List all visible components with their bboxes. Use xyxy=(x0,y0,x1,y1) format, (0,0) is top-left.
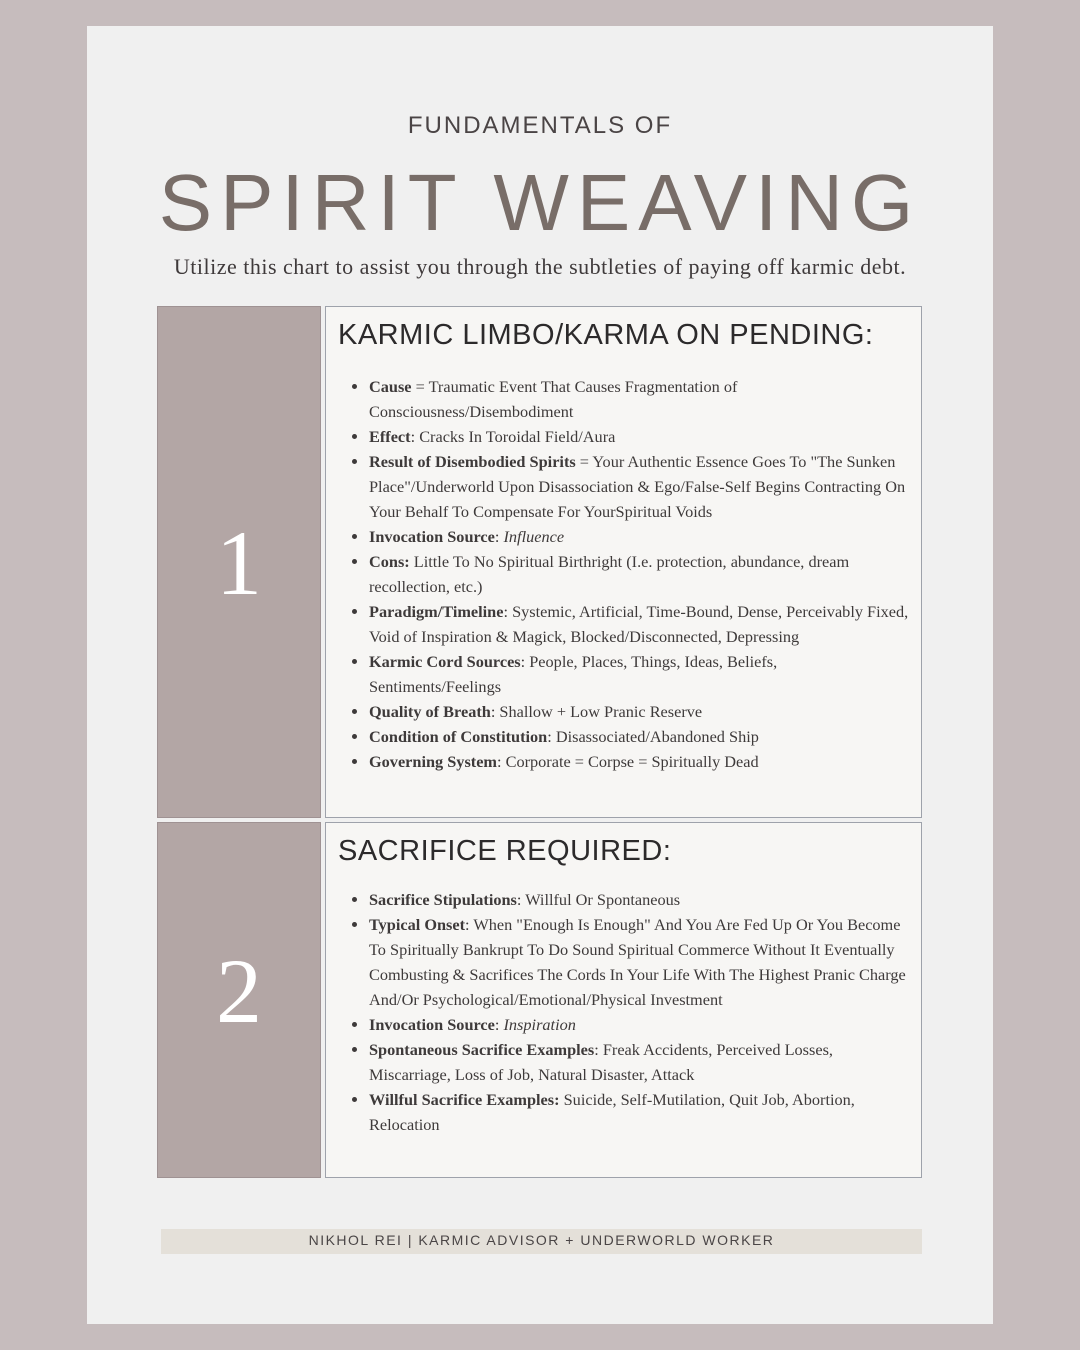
list-item: • Condition of Constitution: Disassociated/Abandoned Ship xyxy=(369,724,913,749)
section-2-list xyxy=(326,887,913,1137)
section-2-heading: SACRIFICE REQUIRED: xyxy=(338,835,672,867)
section-2-number-block xyxy=(157,822,321,1178)
section-2-panel xyxy=(325,822,922,1178)
section-1-number-block xyxy=(157,306,321,818)
footer-credit: NIKHOL REI | KARMIC ADVISOR + UNDERWORLD WORKER xyxy=(161,1229,922,1254)
section-1-list xyxy=(326,374,913,774)
page-subtitle: Utilize this chart to assist you through the subtleties of paying off karmic debt. xyxy=(173,254,907,279)
eyebrow-heading: FUNDAMENTALS OF xyxy=(407,112,673,139)
section-1-number: 1 xyxy=(216,512,262,614)
list-item: • Governing System: Corporate = Corpse = Spiritually Dead xyxy=(369,749,913,774)
list-item: • Result of Disembodied Spirits = Your Authentic Essence Goes To "The Sunken Place"/Underworld Upon Disassociation & Ego/False-Self Begins Contracting On Your Behalf To Compensate For YourSpiritual Voids xyxy=(369,449,913,524)
page-title: SPIRIT WEAVING xyxy=(158,158,922,247)
list-item: • Quality of Breath: Shallow + Low Pranic Reserve xyxy=(369,699,913,724)
list-item: • Typical Onset: When "Enough Is Enough" And You Are Fed Up Or You Become To Spiritually Bankrupt To Do Sound Spiritual Commerce Without It Eventually Combusting & Sacrifices The Cords In Your Life With The Highest Pranic Charge And/Or Psychological/Emotional/Physical Investment xyxy=(369,912,913,1012)
section-1-heading: KARMIC LIMBO/KARMA ON PENDING: xyxy=(338,319,874,351)
chart-card xyxy=(87,26,993,1324)
section-2-number: 2 xyxy=(216,940,262,1042)
list-item: • Spontaneous Sacrifice Examples: Freak Accidents, Perceived Losses, Miscarriage, Loss of Job, Natural Disaster, Attack xyxy=(369,1037,913,1087)
list-item: • Paradigm/Timeline: Systemic, Artificial, Time-Bound, Dense, Perceivably Fixed, Void of Inspiration & Magick, Blocked/Disconnected, Depressing xyxy=(369,599,913,649)
list-item: • Cons: Little To No Spiritual Birthright (I.e. protection, abundance, dream recollection, etc.) xyxy=(369,549,913,599)
list-item: • Karmic Cord Sources: People, Places, Things, Ideas, Beliefs, Sentiments/Feelings xyxy=(369,649,913,699)
list-item: • Effect: Cracks In Toroidal Field/Aura xyxy=(369,424,913,449)
list-item: • Invocation Source: Influence xyxy=(369,524,913,549)
list-item: • Sacrifice Stipulations: Willful Or Spontaneous xyxy=(369,887,913,912)
list-item: • Cause = Traumatic Event That Causes Fragmentation of Consciousness/Disembodiment xyxy=(369,374,913,424)
list-item: • Willful Sacrifice Examples: Suicide, Self-Mutilation, Quit Job, Abortion, Relocation xyxy=(369,1087,913,1137)
section-1-panel xyxy=(325,306,922,818)
list-item: • Invocation Source: Inspiration xyxy=(369,1012,913,1037)
